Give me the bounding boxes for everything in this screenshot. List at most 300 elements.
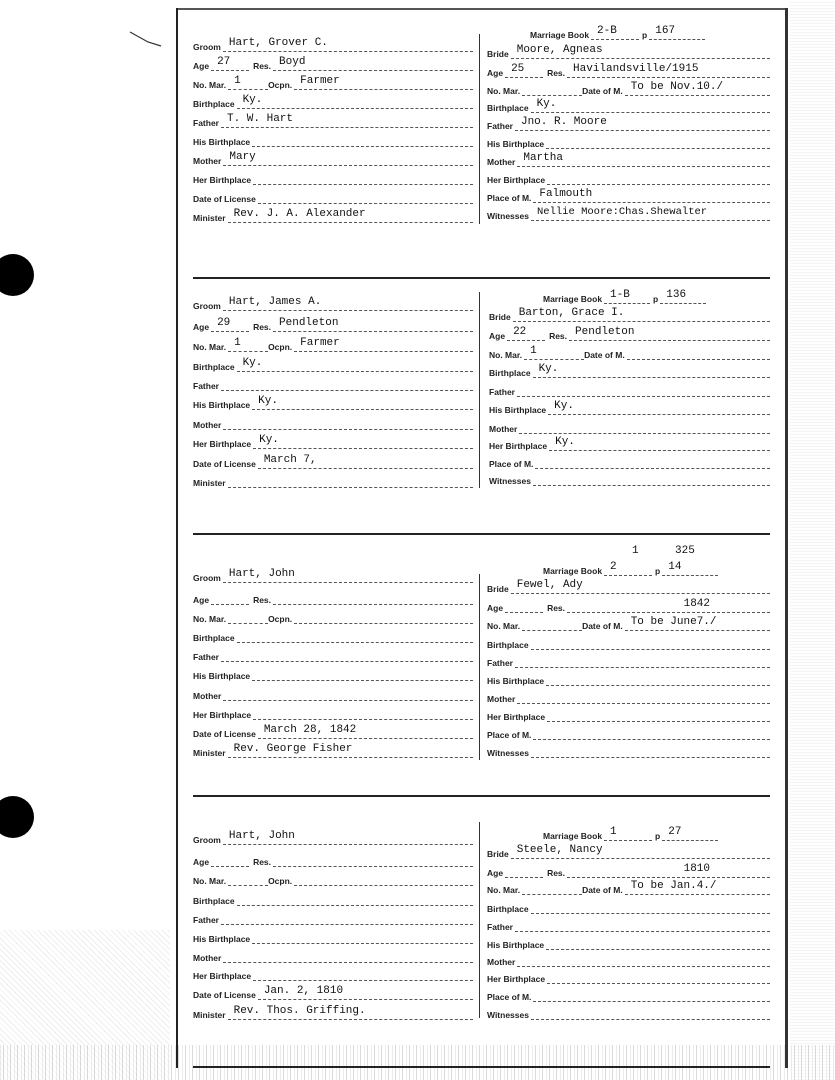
groom-row <box>193 829 473 845</box>
birthplace-label: Birthplace <box>193 895 235 906</box>
date-of-m-label: Date of M. <box>582 884 623 895</box>
his-birthplace-label: His Birthplace <box>193 670 251 681</box>
groom-his-birthplace <box>252 132 473 147</box>
date-of-license-row <box>193 723 473 739</box>
his-birthplace-label: His Birthplace <box>193 933 251 944</box>
page-label: p <box>655 830 661 841</box>
birthplace-row <box>193 93 473 109</box>
her-birthplace-row <box>193 704 473 720</box>
groom-name: Hart, John <box>223 568 473 583</box>
bride-her-birthplace <box>547 969 770 984</box>
nomar-date-row <box>489 344 770 360</box>
bride-name: Moore, Agneas <box>511 44 770 59</box>
bride-witnesses <box>531 1005 770 1020</box>
bride-no-mar <box>522 81 582 96</box>
column-separator <box>479 574 480 760</box>
punch-hole-upper <box>0 254 34 296</box>
groom-res <box>273 590 473 605</box>
date-of-m-label: Date of M. <box>582 620 623 631</box>
groom-mother <box>223 415 473 430</box>
bride-row <box>489 306 770 322</box>
mother-label: Mother <box>489 423 518 434</box>
date-of-m-label: Date of M. <box>584 349 625 360</box>
bride-res: Pendleton <box>569 326 770 341</box>
her-birthplace-label: Her Birthplace <box>193 709 252 720</box>
mother-row <box>487 688 770 704</box>
father-label: Father <box>193 117 219 128</box>
no-mar-label: No. Mar. <box>489 349 523 360</box>
bride-date-of-m: To be June7./ <box>625 616 770 631</box>
no-mar-label: No. Mar. <box>193 341 227 352</box>
minister-row <box>193 1004 473 1020</box>
groom-minister: Rev. Thos. Griffing. <box>228 1005 473 1020</box>
date-of-m-label: Date of M. <box>582 85 623 96</box>
groom-date-of-license: March 28, 1842 <box>258 724 473 739</box>
birthplace-row <box>193 356 473 372</box>
groom-mother: Mary <box>223 151 473 166</box>
bride-res: 1842 <box>567 598 770 613</box>
age-label: Age <box>487 602 504 613</box>
bride-age <box>505 598 543 613</box>
groom-his-birthplace <box>252 929 473 944</box>
bride-mother: Martha <box>517 152 770 167</box>
father-label: Father <box>193 651 219 662</box>
groom-res: Boyd <box>273 56 473 71</box>
bride-her-birthplace <box>547 170 770 185</box>
record-divider-1 <box>193 277 770 279</box>
page-label: p <box>655 565 661 576</box>
mother-row <box>487 151 770 167</box>
age-res-row <box>487 597 770 613</box>
nomar-date-row <box>487 80 770 96</box>
place-of-m-row <box>487 187 770 203</box>
groom-her-birthplace <box>253 170 473 185</box>
witnesses-label: Witnesses <box>487 1009 529 1020</box>
nomar-ocpn-row <box>193 74 473 90</box>
father-row <box>193 112 473 128</box>
groom-her-birthplace: Ky. <box>253 434 473 449</box>
groom-minister <box>228 473 473 488</box>
bride-witnesses <box>531 743 770 758</box>
bride-row <box>487 843 770 859</box>
bride-her-birthplace <box>547 707 770 722</box>
groom-no-mar <box>228 871 268 886</box>
groom-no-mar <box>228 609 268 624</box>
his-birthplace-row <box>193 131 473 147</box>
marriage-page-value: 167 <box>649 25 705 40</box>
bride-place-of-m <box>533 987 770 1002</box>
her-birthplace-label: Her Birthplace <box>487 973 546 984</box>
marriage-book-value: 1 <box>604 826 652 841</box>
bride-place-of-m <box>533 725 770 740</box>
nomar-ocpn-row <box>193 336 473 352</box>
father-row <box>193 375 473 391</box>
groom-father <box>221 647 473 662</box>
birthplace-row <box>487 97 770 113</box>
her-birthplace-label: Her Birthplace <box>487 174 546 185</box>
marriage-book-value: 1-B <box>604 289 650 304</box>
groom-age: 27 <box>211 56 249 71</box>
age-label: Age <box>489 330 506 341</box>
age-label: Age <box>193 60 210 71</box>
place-of-m-row <box>489 453 770 469</box>
record-divider-3 <box>193 795 770 797</box>
her-birthplace-label: Her Birthplace <box>193 970 252 981</box>
bride-age: 22 <box>507 326 545 341</box>
groom-no-mar: 1 <box>228 337 268 352</box>
age-res-row <box>193 55 473 71</box>
groom-date-of-license: March 7, <box>258 454 473 469</box>
mother-label: Mother <box>487 956 516 967</box>
groom-ocpn: Farmer <box>294 337 473 352</box>
birthplace-row <box>489 362 770 378</box>
birthplace-label: Birthplace <box>487 102 529 113</box>
groom-row <box>193 295 473 311</box>
father-row <box>487 115 770 131</box>
groom-date-of-license <box>258 189 473 204</box>
bride-res: 1810 <box>567 863 770 878</box>
bride-res: Havilandsville/1915 <box>567 63 770 78</box>
father-label: Father <box>487 120 513 131</box>
groom-label: Groom <box>193 834 221 845</box>
card-bottom-rule <box>193 1066 770 1068</box>
his-birthplace-row <box>487 133 770 149</box>
bride-no-mar: 1 <box>524 345 584 360</box>
bride-date-of-m: To be Nov.10./ <box>625 81 770 96</box>
column-separator <box>479 292 480 488</box>
bride-label: Bride <box>487 583 509 594</box>
minister-row <box>193 742 473 758</box>
mother-row <box>487 951 770 967</box>
bride-name: Barton, Grace I. <box>513 307 770 322</box>
record-divider-2 <box>193 533 770 535</box>
father-row <box>193 646 473 662</box>
age-res-row <box>489 325 770 341</box>
bride-father <box>517 382 770 397</box>
age-label: Age <box>193 321 210 332</box>
bride-father <box>515 653 770 668</box>
father-row <box>193 909 473 925</box>
groom-no-mar: 1 <box>228 75 268 90</box>
witnesses-row <box>487 1004 770 1020</box>
his-birthplace-row <box>487 934 770 950</box>
groom-ocpn <box>294 609 473 624</box>
groom-label: Groom <box>193 41 221 52</box>
groom-age <box>211 590 249 605</box>
groom-mother <box>223 686 473 701</box>
groom-father <box>221 376 473 391</box>
groom-name: Hart, Grover C. <box>223 37 473 52</box>
bride-label: Bride <box>489 311 511 322</box>
birthplace-row <box>193 890 473 906</box>
column-separator <box>479 822 480 1018</box>
no-mar-label: No. Mar. <box>487 620 521 631</box>
nomar-date-row <box>487 615 770 631</box>
place-of-m-label: Place of M. <box>487 729 532 740</box>
minister-row <box>193 472 473 488</box>
mother-label: Mother <box>193 690 222 701</box>
his-birthplace-row <box>489 399 770 415</box>
groom-ocpn: Farmer <box>294 75 473 90</box>
her-birthplace-row <box>487 169 770 185</box>
birthplace-row <box>487 634 770 650</box>
pen-stroke-mark <box>128 28 164 50</box>
bride-birthplace: Ky. <box>533 363 770 378</box>
groom-her-birthplace <box>253 705 473 720</box>
marriage-page-value: 27 <box>662 826 718 841</box>
marriage-book-value: 2 <box>604 561 652 576</box>
witnesses-label: Witnesses <box>487 210 529 221</box>
punch-hole-lower <box>0 796 34 838</box>
mother-row <box>193 947 473 963</box>
place-of-m-label: Place of M. <box>487 192 532 203</box>
page-label: p <box>653 293 659 304</box>
groom-her-birthplace <box>253 966 473 981</box>
bride-witnesses: Nellie Moore:Chas.Shewalter <box>531 206 770 221</box>
birthplace-label: Birthplace <box>193 632 235 643</box>
bride-birthplace <box>531 899 770 914</box>
res-label: Res. <box>547 867 566 878</box>
place-of-m-row <box>487 986 770 1002</box>
witnesses-row <box>489 470 770 486</box>
bride-mother <box>519 419 770 434</box>
res-label: Res. <box>547 67 566 78</box>
age-res-row <box>487 862 770 878</box>
bride-no-mar <box>522 880 582 895</box>
res-label: Res. <box>253 594 272 605</box>
res-label: Res. <box>253 60 272 71</box>
his-birthplace-label: His Birthplace <box>193 399 251 410</box>
no-mar-label: No. Mar. <box>193 613 227 624</box>
mother-label: Mother <box>193 419 222 430</box>
groom-birthplace: Ky. <box>237 357 473 372</box>
column-separator <box>479 34 480 224</box>
groom-his-birthplace <box>252 666 473 681</box>
ocpn-label: Ocpn. <box>268 613 293 624</box>
place-of-m-label: Place of M. <box>489 458 534 469</box>
birthplace-label: Birthplace <box>193 361 235 372</box>
card-edge-top <box>176 8 788 10</box>
her-birthplace-label: Her Birthplace <box>487 711 546 722</box>
marriage-book-label: Marriage Book <box>530 29 590 40</box>
res-label: Res. <box>253 856 272 867</box>
no-mar-label: No. Mar. <box>193 875 227 886</box>
groom-birthplace <box>237 628 473 643</box>
her-birthplace-label: Her Birthplace <box>193 438 252 449</box>
mother-row <box>193 414 473 430</box>
father-label: Father <box>193 914 219 925</box>
bride-no-mar <box>522 616 582 631</box>
nomar-ocpn-row <box>193 608 473 624</box>
his-birthplace-label: His Birthplace <box>489 404 547 415</box>
groom-label: Groom <box>193 572 221 583</box>
bride-name: Fewel, Ady <box>511 579 770 594</box>
groom-name: Hart, James A. <box>223 296 473 311</box>
mother-label: Mother <box>193 155 222 166</box>
age-label: Age <box>487 67 504 78</box>
her-birthplace-label: Her Birthplace <box>489 440 548 451</box>
age-label: Age <box>193 856 210 867</box>
nomar-date-row <box>487 879 770 895</box>
nomar-ocpn-row <box>193 870 473 886</box>
marriage-book-row <box>543 825 770 841</box>
page-label: p <box>642 29 648 40</box>
birthplace-row <box>193 627 473 643</box>
groom-age: 29 <box>211 317 249 332</box>
marriage-book-row <box>543 288 770 304</box>
her-birthplace-row <box>487 706 770 722</box>
father-row <box>487 652 770 668</box>
groom-row <box>193 36 473 52</box>
age-res-row <box>193 851 473 867</box>
mother-label: Mother <box>487 156 516 167</box>
marriage-book-label: Marriage Book <box>543 293 603 304</box>
father-label: Father <box>487 657 513 668</box>
groom-birthplace <box>237 891 473 906</box>
age-label: Age <box>193 594 210 605</box>
father-label: Father <box>193 380 219 391</box>
her-birthplace-label: Her Birthplace <box>193 174 252 185</box>
bride-father <box>515 917 770 932</box>
groom-his-birthplace: Ky. <box>252 395 473 410</box>
age-res-row <box>193 589 473 605</box>
groom-name: Hart, John <box>223 830 473 845</box>
bride-date-of-m: To be Jan.4./ <box>625 880 770 895</box>
bride-date-of-m <box>627 345 770 360</box>
age-res-row <box>193 316 473 332</box>
groom-res: Pendleton <box>273 317 473 332</box>
marriage-book-value-upper: 1 <box>632 545 639 557</box>
groom-date-of-license: Jan. 2, 1810 <box>258 985 473 1000</box>
no-mar-label: No. Mar. <box>487 884 521 895</box>
his-birthplace-label: His Birthplace <box>487 675 545 686</box>
age-label: Age <box>487 867 504 878</box>
his-birthplace-label: His Birthplace <box>487 138 545 149</box>
res-label: Res. <box>547 602 566 613</box>
father-label: Father <box>487 921 513 932</box>
marriage-book-label: Marriage Book <box>543 565 603 576</box>
bride-age <box>505 863 543 878</box>
bride-father: Jno. R. Moore <box>515 116 770 131</box>
groom-mother <box>223 948 473 963</box>
witnesses-label: Witnesses <box>489 475 531 486</box>
date-of-license-label: Date of License <box>193 728 256 739</box>
marriage-book-value: 2-B <box>591 25 639 40</box>
witnesses-row <box>487 205 770 221</box>
minister-label: Minister <box>193 1009 226 1020</box>
mother-row <box>489 418 770 434</box>
birthplace-label: Birthplace <box>487 639 529 650</box>
bride-his-birthplace <box>546 671 770 686</box>
her-birthplace-row <box>193 433 473 449</box>
birthplace-label: Birthplace <box>487 903 529 914</box>
his-birthplace-label: His Birthplace <box>487 939 545 950</box>
card-edge-left <box>176 8 178 1068</box>
card-edge-right <box>785 8 788 1068</box>
marriage-page-value: 136 <box>660 289 706 304</box>
age-res-row <box>487 62 770 78</box>
minister-label: Minister <box>193 212 226 223</box>
bride-label: Bride <box>487 848 509 859</box>
place-of-m-row <box>487 724 770 740</box>
bride-his-birthplace: Ky. <box>548 400 770 415</box>
his-birthplace-row <box>193 928 473 944</box>
groom-father: T. W. Hart <box>221 113 473 128</box>
no-mar-label: No. Mar. <box>193 79 227 90</box>
marriage-page-value: 14 <box>662 561 718 576</box>
place-of-m-label: Place of M. <box>487 991 532 1002</box>
bride-mother <box>517 952 770 967</box>
bride-name: Steele, Nancy <box>511 844 770 859</box>
birthplace-label: Birthplace <box>489 367 531 378</box>
groom-label: Groom <box>193 300 221 311</box>
marriage-page-value-upper: 325 <box>675 545 695 557</box>
groom-age <box>211 852 249 867</box>
bride-row <box>487 43 770 59</box>
bride-birthplace <box>531 635 770 650</box>
bride-birthplace: Ky. <box>531 98 770 113</box>
scan-noise-bottom <box>0 1045 835 1080</box>
groom-row <box>193 567 473 583</box>
marriage-book-row <box>543 560 770 576</box>
minister-label: Minister <box>193 747 226 758</box>
father-label: Father <box>489 386 515 397</box>
groom-minister: Rev. J. A. Alexander <box>228 208 473 223</box>
no-mar-label: No. Mar. <box>487 85 521 96</box>
father-row <box>489 381 770 397</box>
groom-birthplace: Ky. <box>237 94 473 109</box>
his-birthplace-row <box>193 394 473 410</box>
marriage-book-label: Marriage Book <box>543 830 603 841</box>
date-of-license-label: Date of License <box>193 989 256 1000</box>
mother-label: Mother <box>193 952 222 963</box>
groom-res <box>273 852 473 867</box>
bride-his-birthplace <box>546 134 770 149</box>
father-row <box>487 916 770 932</box>
his-birthplace-label: His Birthplace <box>193 136 251 147</box>
her-birthplace-row <box>193 965 473 981</box>
bride-place-of-m <box>535 454 770 469</box>
res-label: Res. <box>549 330 568 341</box>
minister-label: Minister <box>193 477 226 488</box>
witnesses-label: Witnesses <box>487 747 529 758</box>
mother-row <box>193 685 473 701</box>
ocpn-label: Ocpn. <box>268 341 293 352</box>
bride-label: Bride <box>487 48 509 59</box>
bride-row <box>487 578 770 594</box>
date-of-license-row <box>193 984 473 1000</box>
groom-ocpn <box>294 871 473 886</box>
res-label: Res. <box>253 321 272 332</box>
bride-mother <box>517 689 770 704</box>
bride-her-birthplace: Ky. <box>549 436 770 451</box>
bride-witnesses <box>533 471 770 486</box>
ocpn-label: Ocpn. <box>268 79 293 90</box>
birthplace-row <box>487 898 770 914</box>
birthplace-label: Birthplace <box>193 98 235 109</box>
her-birthplace-row <box>487 968 770 984</box>
bride-his-birthplace <box>546 935 770 950</box>
ocpn-label: Ocpn. <box>268 875 293 886</box>
witnesses-row <box>487 742 770 758</box>
groom-father <box>221 910 473 925</box>
mother-row <box>193 150 473 166</box>
mother-label: Mother <box>487 693 516 704</box>
her-birthplace-row <box>489 435 770 451</box>
bride-age: 25 <box>505 63 543 78</box>
date-of-license-label: Date of License <box>193 193 256 204</box>
date-of-license-label: Date of License <box>193 458 256 469</box>
